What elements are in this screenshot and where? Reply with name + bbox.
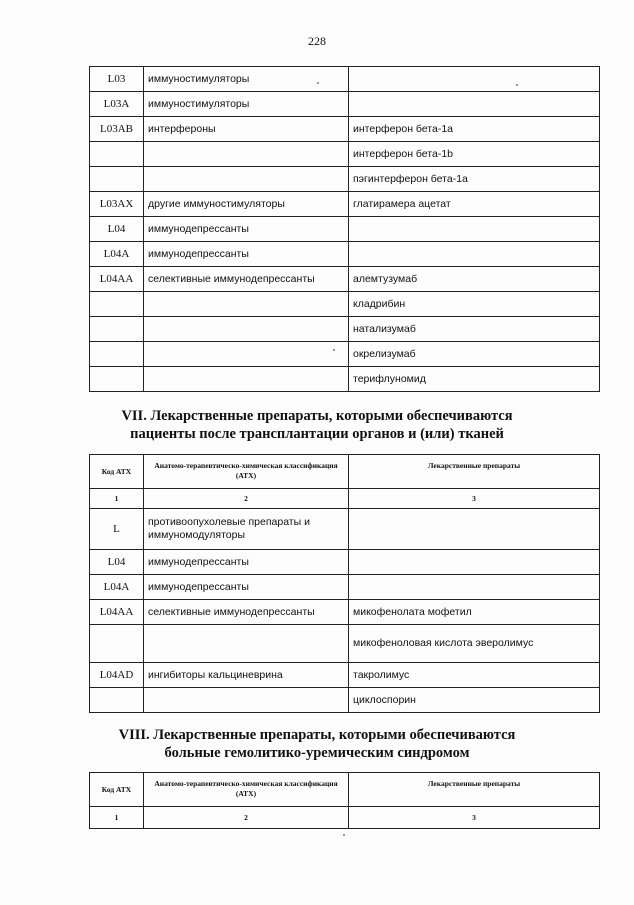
classification-cell (144, 292, 349, 317)
drug-name-cell: терифлуномид (349, 367, 600, 392)
classification-cell: ингибиторы кальциневрина (144, 663, 349, 688)
drug-name-cell: микофенолата мофетил (349, 600, 600, 625)
table-row (90, 67, 600, 92)
drug-name-cell (349, 67, 600, 92)
atc-code-cell: L (90, 509, 144, 550)
atc-code-cell (90, 167, 144, 192)
atc-code-cell: L04AD (90, 663, 144, 688)
classification-cell (144, 142, 349, 167)
header-drugs: Лекарственные препараты (349, 455, 600, 489)
table-row (90, 217, 600, 242)
classification-cell: иммунодепрессанты (144, 575, 349, 600)
atc-code-cell (90, 317, 144, 342)
drug-name-cell (349, 92, 600, 117)
table-row (90, 367, 600, 392)
classification-cell: селективные иммунодепрессанты (144, 600, 349, 625)
drug-name-cell: пэгинтерферон бета-1a (349, 167, 600, 192)
scan-speck (333, 349, 335, 351)
atc-code-cell: L03AX (90, 192, 144, 217)
classification-cell (144, 367, 349, 392)
table-row (90, 342, 600, 367)
drug-table-immunomodulators (89, 66, 600, 392)
drug-name-cell (349, 217, 600, 242)
atc-code-cell: L04AA (90, 600, 144, 625)
table-header-row (90, 455, 600, 489)
column-number: 2 (144, 489, 349, 509)
drug-name-cell: глатирамера ацетат (349, 192, 600, 217)
atc-code-cell: L03AB (90, 117, 144, 142)
column-number: 3 (349, 807, 600, 829)
drug-name-cell: алемтузумаб (349, 267, 600, 292)
column-number: 1 (90, 807, 144, 829)
table-row (90, 267, 600, 292)
table-row (90, 600, 600, 625)
table-row (90, 242, 600, 267)
classification-cell (144, 688, 349, 713)
table-row (90, 663, 600, 688)
atc-code-cell (90, 342, 144, 367)
classification-cell (144, 317, 349, 342)
table-row (90, 117, 600, 142)
scan-speck (516, 84, 518, 86)
scan-speck (317, 82, 319, 84)
drug-name-cell: интерферон бета-1b (349, 142, 600, 167)
table-row (90, 192, 600, 217)
atc-code-cell: L04 (90, 217, 144, 242)
section-viii-title (0, 726, 634, 762)
classification-cell: противоопухолевые препараты и иммуномодуляторы (144, 509, 349, 550)
table-row (90, 509, 600, 550)
drug-name-cell (349, 550, 600, 575)
classification-cell: иммуностимуляторы (144, 67, 349, 92)
section-vii-title-line1: VII. Лекарственные препараты, которыми обеспечиваются (121, 408, 513, 424)
classification-cell: иммуностимуляторы (144, 92, 349, 117)
header-atc-classification: Анатомо-терапевтическо-химическая классификация (АТХ) (144, 455, 349, 489)
scan-speck (343, 834, 345, 836)
table-row (90, 292, 600, 317)
drug-name-cell: такролимус (349, 663, 600, 688)
drug-name-cell: циклоспорин (349, 688, 600, 713)
atc-code-cell (90, 625, 144, 663)
table-row (90, 167, 600, 192)
atc-code-cell (90, 688, 144, 713)
column-number-row (90, 807, 600, 829)
drug-name-cell: кладрибин (349, 292, 600, 317)
table-header-row (90, 773, 600, 807)
classification-cell: иммунодепрессанты (144, 550, 349, 575)
section-vii-title-line2: пациенты после трансплантации органов и (или) тканей (130, 426, 504, 442)
drug-name-cell (349, 575, 600, 600)
drug-name-cell (349, 509, 600, 550)
classification-cell: иммунодепрессанты (144, 217, 349, 242)
header-drugs: Лекарственные препараты (349, 773, 600, 807)
drug-name-cell (349, 242, 600, 267)
page-number: 228 (308, 34, 326, 48)
table-row (90, 550, 600, 575)
atc-code-cell (90, 367, 144, 392)
drug-name-cell: окрелизумаб (349, 342, 600, 367)
classification-cell: иммунодепрессанты (144, 242, 349, 267)
column-number: 3 (349, 489, 600, 509)
column-number: 1 (90, 489, 144, 509)
column-number-row (90, 489, 600, 509)
header-atc-classification: Анатомо-терапевтическо-химическая классификация (АТХ) (144, 773, 349, 807)
drug-name-cell: микофеноловая кислота эверолимус (349, 625, 600, 663)
column-number: 2 (144, 807, 349, 829)
table-row (90, 688, 600, 713)
classification-cell: интерфероны (144, 117, 349, 142)
classification-cell (144, 342, 349, 367)
classification-cell (144, 625, 349, 663)
section-vii-title (0, 407, 634, 443)
atc-code-cell: L04A (90, 242, 144, 267)
classification-cell (144, 167, 349, 192)
drug-name-cell: натализумаб (349, 317, 600, 342)
header-atc-code: Код АТХ (90, 773, 144, 807)
section-viii-title-line1: VIII. Лекарственные препараты, которыми обеспечиваются (118, 727, 516, 743)
atc-code-cell: L03 (90, 67, 144, 92)
drug-name-cell: интерферон бета-1a (349, 117, 600, 142)
atc-code-cell: L04AA (90, 267, 144, 292)
atc-code-cell: L04 (90, 550, 144, 575)
classification-cell: другие иммуностимуляторы (144, 192, 349, 217)
header-atc-code: Код АТХ (90, 455, 144, 489)
table-row (90, 92, 600, 117)
table-row (90, 575, 600, 600)
table-row (90, 142, 600, 167)
drug-table-transplantation (89, 454, 600, 713)
table-row (90, 317, 600, 342)
atc-code-cell (90, 292, 144, 317)
table-row (90, 625, 600, 663)
section-viii-title-line2: больные гемолитико-уремическим синдромом (164, 745, 470, 761)
atc-code-cell: L04A (90, 575, 144, 600)
atc-code-cell: L03A (90, 92, 144, 117)
drug-table-hemolytic-uremic (89, 772, 600, 829)
atc-code-cell (90, 142, 144, 167)
classification-cell: селективные иммунодепрессанты (144, 267, 349, 292)
